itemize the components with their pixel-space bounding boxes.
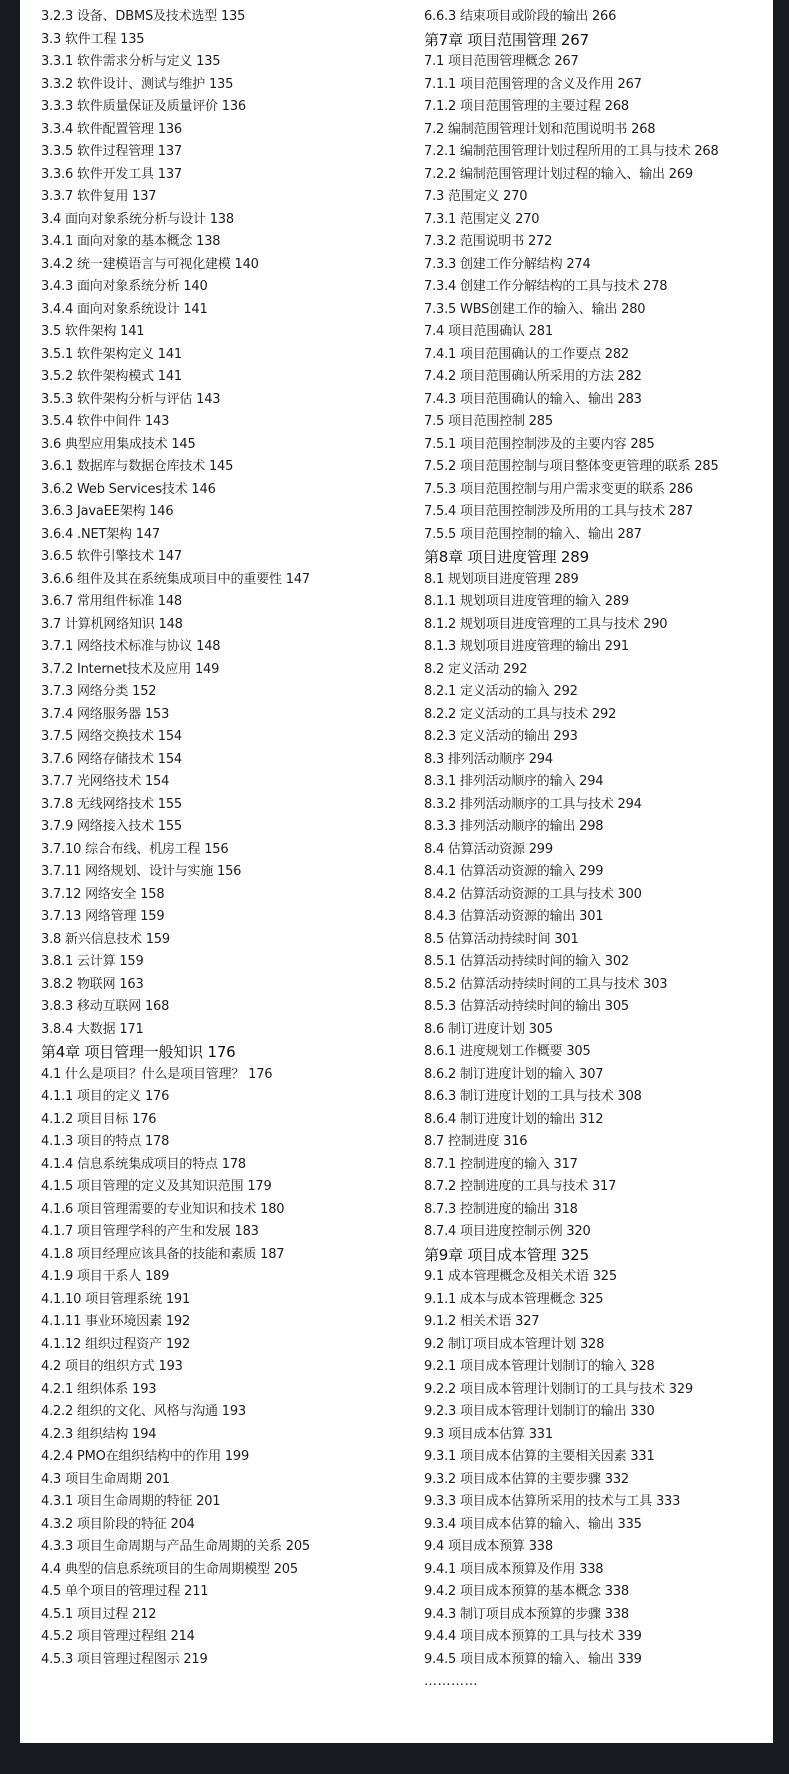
toc-entry: 9.4.3 制订项目成本预算的步骤 338 <box>424 1606 629 1622</box>
toc-entry: 3.7 计算机网络知识 148 <box>41 616 183 632</box>
toc-entry: 8.3.3 排列活动顺序的输出 298 <box>424 819 604 834</box>
toc-entry: 3.3.6 软件开发工具 137 <box>41 166 182 182</box>
toc-entry: 8.3 排列活动顺序 294 <box>424 751 553 767</box>
toc-entry: 8.7.1 控制进度的输入 317 <box>424 1156 578 1172</box>
toc-entry: 7.1.2 项目范围管理的主要过程 268 <box>424 99 629 114</box>
toc-entry: 3.6.1 数据库与数据仓库技术 145 <box>41 459 234 474</box>
toc-entry: 4.1.9 项目干系人 189 <box>41 1269 170 1284</box>
toc-entry: 7.4.1 项目范围确认的工作要点 282 <box>424 346 629 362</box>
toc-entry: 4.2.3 组织结构 194 <box>41 1426 157 1442</box>
toc-chapter-heading: 第7章 项目范围管理 267 <box>424 30 589 49</box>
toc-entry: 9.1.1 成本与成本管理概念 325 <box>424 1291 604 1307</box>
toc-entry: 4.1.5 项目管理的定义及其知识范围 179 <box>41 1179 272 1194</box>
toc-entry: 9.4.1 项目成本预算及作用 338 <box>424 1561 604 1577</box>
toc-entry: 8.1.1 规划项目进度管理的输入 289 <box>424 594 629 609</box>
toc-entry: 3.7.13 网络管理 159 <box>41 909 165 924</box>
toc-entry: 8.1 规划项目进度管理 289 <box>424 571 579 587</box>
toc-entry: 3.7.8 无线网络技术 155 <box>41 796 182 812</box>
toc-entry: 3.7.5 网络交换技术 154 <box>41 729 182 744</box>
toc-entry: 7.3.4 创建工作分解结构的工具与技术 278 <box>424 279 668 294</box>
toc-entry: 8.7.2 控制进度的工具与技术 317 <box>424 1179 617 1194</box>
toc-entry: 7.5.5 项目范围控制的输入、输出 287 <box>424 526 642 542</box>
toc-entry: 9.1.2 相关术语 327 <box>424 1314 540 1329</box>
toc-entry: 8.5.1 估算活动持续时间的输入 302 <box>424 954 629 969</box>
toc-entry: 3.5.3 软件架构分析与评估 143 <box>41 391 221 407</box>
toc-entry: 8.4.1 估算活动资源的输入 299 <box>424 864 604 879</box>
toc-chapter-heading: 第9章 项目成本管理 325 <box>424 1245 589 1264</box>
toc-entry: 4.1.11 事业环境因素 192 <box>41 1314 191 1329</box>
toc-entry: 3.7.2 Internet技术及应用 149 <box>41 661 220 677</box>
toc-entry: 4.1.10 项目管理系统 191 <box>41 1291 191 1307</box>
toc-entry: 8.6.1 进度规划工作概要 305 <box>424 1044 591 1059</box>
toc-entry: 4.1.1 项目的定义 176 <box>41 1089 170 1104</box>
toc-entry: 8.5.2 估算活动持续时间的工具与技术 303 <box>424 976 668 992</box>
toc-entry: 9.3.1 项目成本估算的主要相关因素 331 <box>424 1449 655 1464</box>
toc-entry: 9.1 成本管理概念及相关术语 325 <box>424 1269 617 1284</box>
toc-entry: 8.2.2 定义活动的工具与技术 292 <box>424 706 617 722</box>
toc-entry: 7.3.2 范围说明书 272 <box>424 234 553 249</box>
toc-entry: 3.6.3 JavaEE架构 146 <box>41 504 174 519</box>
toc-entry: 3.6 典型应用集成技术 145 <box>41 436 196 452</box>
toc-chapter-heading: 第8章 项目进度管理 289 <box>424 548 589 566</box>
toc-entry: 4.5.3 项目管理过程图示 219 <box>41 1651 208 1667</box>
toc-entry: 7.3.1 范围定义 270 <box>424 211 540 227</box>
toc-entry: 8.4.3 估算活动资源的输出 301 <box>424 909 604 924</box>
toc-entry: 3.6.2 Web Services技术 146 <box>41 481 216 497</box>
toc-entry: 8.1.3 规划项目进度管理的输出 291 <box>424 639 629 654</box>
toc-entry: 3.5 软件架构 141 <box>41 324 145 339</box>
toc-entry: 4.3.2 项目阶段的特征 204 <box>41 1516 195 1532</box>
toc-entry: 3.8.1 云计算 159 <box>41 954 144 969</box>
toc-ellipsis: ………… <box>424 1674 478 1689</box>
toc-entry: 4.5.2 项目管理过程组 214 <box>41 1629 195 1644</box>
toc-entry: 4.3.3 项目生命周期与产品生命周期的关系 205 <box>41 1539 310 1554</box>
toc-entry: 7.4.2 项目范围确认所采用的方法 282 <box>424 369 642 384</box>
toc-entry: 4.1.7 项目管理学科的产生和发展 183 <box>41 1224 259 1239</box>
toc-entry: 4.1 什么是项目？什么是项目管理？ 176 <box>41 1066 273 1082</box>
toc-entry: 3.3.5 软件过程管理 137 <box>41 144 182 159</box>
toc-entry: 3.8.3 移动互联网 168 <box>41 999 170 1014</box>
toc-entry: 3.3.4 软件配置管理 136 <box>41 121 182 137</box>
toc-entry: 3.7.4 网络服务器 153 <box>41 706 170 722</box>
toc-entry: 3.7.12 网络安全 158 <box>41 886 165 902</box>
toc-column-right <box>424 6 769 1694</box>
toc-entry: 8.7.3 控制进度的输出 318 <box>424 1201 578 1217</box>
toc-entry: 4.3.1 项目生命周期的特征 201 <box>41 1494 221 1509</box>
toc-entry: 9.4.5 项目成本预算的输入、输出 339 <box>424 1651 642 1667</box>
toc-entry: 4.2.4 PMO在组织结构中的作用 199 <box>41 1449 250 1464</box>
toc-entry: 9.4.4 项目成本预算的工具与技术 339 <box>424 1629 642 1644</box>
toc-entry: 8.5 估算活动持续时间 301 <box>424 931 579 947</box>
toc-entry: 4.3 项目生命周期 201 <box>41 1471 170 1487</box>
toc-entry: 4.5 单个项目的管理过程 211 <box>41 1584 209 1599</box>
toc-entry: 3.4.4 面向对象系统设计 141 <box>41 301 208 317</box>
toc-entry: 8.6.2 制订进度计划的输入 307 <box>424 1066 604 1082</box>
toc-entry: 9.3.4 项目成本估算的输入、输出 335 <box>424 1516 642 1532</box>
toc-entry: 9.3 项目成本估算 331 <box>424 1426 553 1442</box>
toc-entry: 7.3 范围定义 270 <box>424 189 528 204</box>
toc-entry: 9.2 制订项目成本管理计划 328 <box>424 1336 605 1352</box>
toc-entry: 7.5.2 项目范围控制与项目整体变更管理的联系 285 <box>424 459 719 474</box>
toc-entry: 9.2.3 项目成本管理计划制订的输出 330 <box>424 1404 655 1419</box>
toc-entry: 3.6.7 常用组件标准 148 <box>41 594 182 609</box>
toc-entry: 3.6.4 .NET架构 147 <box>41 526 160 542</box>
toc-entry: 3.7.6 网络存储技术 154 <box>41 751 182 767</box>
toc-entry: 7.5.1 项目范围控制涉及的主要内容 285 <box>424 436 655 452</box>
toc-entry: 3.4.3 面向对象系统分析 140 <box>41 279 208 294</box>
toc-entry: 3.5.1 软件架构定义 141 <box>41 346 182 362</box>
toc-entry: 3.3.3 软件质量保证及质量评价 136 <box>41 99 246 114</box>
toc-entry: 8.6.4 制订进度计划的输出 312 <box>424 1111 604 1127</box>
toc-entry: 8.6 制订进度计划 305 <box>424 1021 553 1037</box>
toc-entry: 4.1.4 信息系统集成项目的特点 178 <box>41 1156 246 1172</box>
toc-entry: 7.5.4 项目范围控制涉及所用的工具与技术 287 <box>424 504 693 519</box>
toc-entry: 3.7.11 网络规划、设计与实施 156 <box>41 864 242 879</box>
toc-entry: 8.2 定义活动 292 <box>424 661 528 677</box>
toc-entry: 4.1.3 项目的特点 178 <box>41 1134 170 1149</box>
toc-entry: 8.4.2 估算活动资源的工具与技术 300 <box>424 886 642 902</box>
toc-entry: 3.5.4 软件中间件 143 <box>41 414 170 429</box>
toc-entry: 9.2.2 项目成本管理计划制订的工具与技术 329 <box>424 1381 693 1397</box>
toc-entry: 7.2.1 编制范围管理计划过程所用的工具与技术 268 <box>424 144 719 159</box>
toc-entry: 8.1.2 规划项目进度管理的工具与技术 290 <box>424 616 668 632</box>
toc-entry: 7.3.5 WBS创建工作的输入、输出 280 <box>424 301 646 317</box>
toc-entry: 3.7.1 网络技术标准与协议 148 <box>41 639 221 654</box>
toc-entry: 8.7.4 项目进度控制示例 320 <box>424 1224 591 1239</box>
toc-entry: 4.2 项目的组织方式 193 <box>41 1359 183 1374</box>
toc-entry: 3.7.9 网络接入技术 155 <box>41 819 182 834</box>
toc-entry: 9.3.3 项目成本估算所采用的技术与工具 333 <box>424 1494 681 1509</box>
toc-entry: 4.4 典型的信息系统项目的生命周期模型 205 <box>41 1561 298 1577</box>
toc-entry: 8.2.3 定义活动的输出 293 <box>424 729 578 744</box>
toc-entry: 3.7.3 网络分类 152 <box>41 684 157 699</box>
toc-entry: 7.5.3 项目范围控制与用户需求变更的联系 286 <box>424 481 693 497</box>
toc-entry: 3.3.2 软件设计、测试与维护 135 <box>41 76 234 92</box>
toc-entry: 9.2.1 项目成本管理计划制订的输入 328 <box>424 1359 655 1374</box>
toc-entry: 8.3.1 排列活动顺序的输入 294 <box>424 774 604 789</box>
toc-entry: 9.4.2 项目成本预算的基本概念 338 <box>424 1584 629 1599</box>
toc-entry: 3.2.3 设备、DBMS及技术选型 135 <box>41 9 246 24</box>
toc-entry: 3.5.2 软件架构模式 141 <box>41 369 182 384</box>
toc-chapter-heading: 第4章 项目管理一般知识 176 <box>41 1043 236 1061</box>
toc-entry: 6.6.3 结束项目或阶段的输出 266 <box>424 9 617 24</box>
toc-entry: 3.7.7 光网络技术 154 <box>41 774 170 789</box>
toc-entry: 4.2.2 组织的文化、风格与沟通 193 <box>41 1404 246 1419</box>
toc-entry: 7.5 项目范围控制 285 <box>424 414 553 429</box>
toc-entry: 9.3.2 项目成本估算的主要步骤 332 <box>424 1471 629 1487</box>
toc-entry: 3.3.1 软件需求分析与定义 135 <box>41 54 221 69</box>
toc-entry: 7.4.3 项目范围确认的输入、输出 283 <box>424 391 642 407</box>
toc-entry: 3.3 软件工程 135 <box>41 31 145 47</box>
toc-entry: 4.1.12 组织过程资产 192 <box>41 1336 191 1352</box>
toc-entry: 3.3.7 软件复用 137 <box>41 189 157 204</box>
toc-entry: 3.4 面向对象系统分析与设计 138 <box>41 211 234 227</box>
toc-column-left <box>41 6 396 1671</box>
toc-entry: 3.4.2 统一建模语言与可视化建模 140 <box>41 256 259 272</box>
toc-entry: 3.8 新兴信息技术 159 <box>41 931 170 947</box>
toc-entry: 7.3.3 创建工作分解结构 274 <box>424 256 591 272</box>
toc-entry: 8.5.3 估算活动持续时间的输出 305 <box>424 999 629 1014</box>
toc-entry: 8.3.2 排列活动顺序的工具与技术 294 <box>424 796 642 812</box>
toc-entry: 3.6.5 软件引擎技术 147 <box>41 549 182 564</box>
toc-page <box>20 0 773 1743</box>
toc-entry: 7.1 项目范围管理概念 267 <box>424 54 579 69</box>
toc-entry: 4.1.8 项目经理应该具备的技能和素质 187 <box>41 1246 285 1262</box>
toc-entry: 7.4 项目范围确认 281 <box>424 324 553 339</box>
toc-entry: 9.4 项目成本预算 338 <box>424 1539 553 1554</box>
toc-entry: 7.2 编制范围管理计划和范围说明书 268 <box>424 121 656 137</box>
toc-entry: 3.8.2 物联网 163 <box>41 976 144 992</box>
toc-entry: 4.5.1 项目过程 212 <box>41 1606 157 1622</box>
toc-entry: 8.6.3 制订进度计划的工具与技术 308 <box>424 1089 642 1104</box>
toc-entry: 3.6.6 组件及其在系统集成项目中的重要性 147 <box>41 571 310 587</box>
toc-entry: 8.7 控制进度 316 <box>424 1134 528 1149</box>
toc-entry: 3.8.4 大数据 171 <box>41 1021 144 1037</box>
toc-entry: 7.2.2 编制范围管理计划过程的输入、输出 269 <box>424 166 693 182</box>
toc-entry: 4.1.6 项目管理需要的专业知识和技术 180 <box>41 1201 285 1217</box>
toc-entry: 3.7.10 综合布线、机房工程 156 <box>41 841 229 857</box>
toc-entry: 8.2.1 定义活动的输入 292 <box>424 684 578 699</box>
toc-entry: 8.4 估算活动资源 299 <box>424 841 553 857</box>
toc-entry: 4.2.1 组织体系 193 <box>41 1381 157 1397</box>
toc-entry: 7.1.1 项目范围管理的含义及作用 267 <box>424 76 642 92</box>
toc-entry: 3.4.1 面向对象的基本概念 138 <box>41 234 221 249</box>
toc-entry: 4.1.2 项目目标 176 <box>41 1111 157 1127</box>
